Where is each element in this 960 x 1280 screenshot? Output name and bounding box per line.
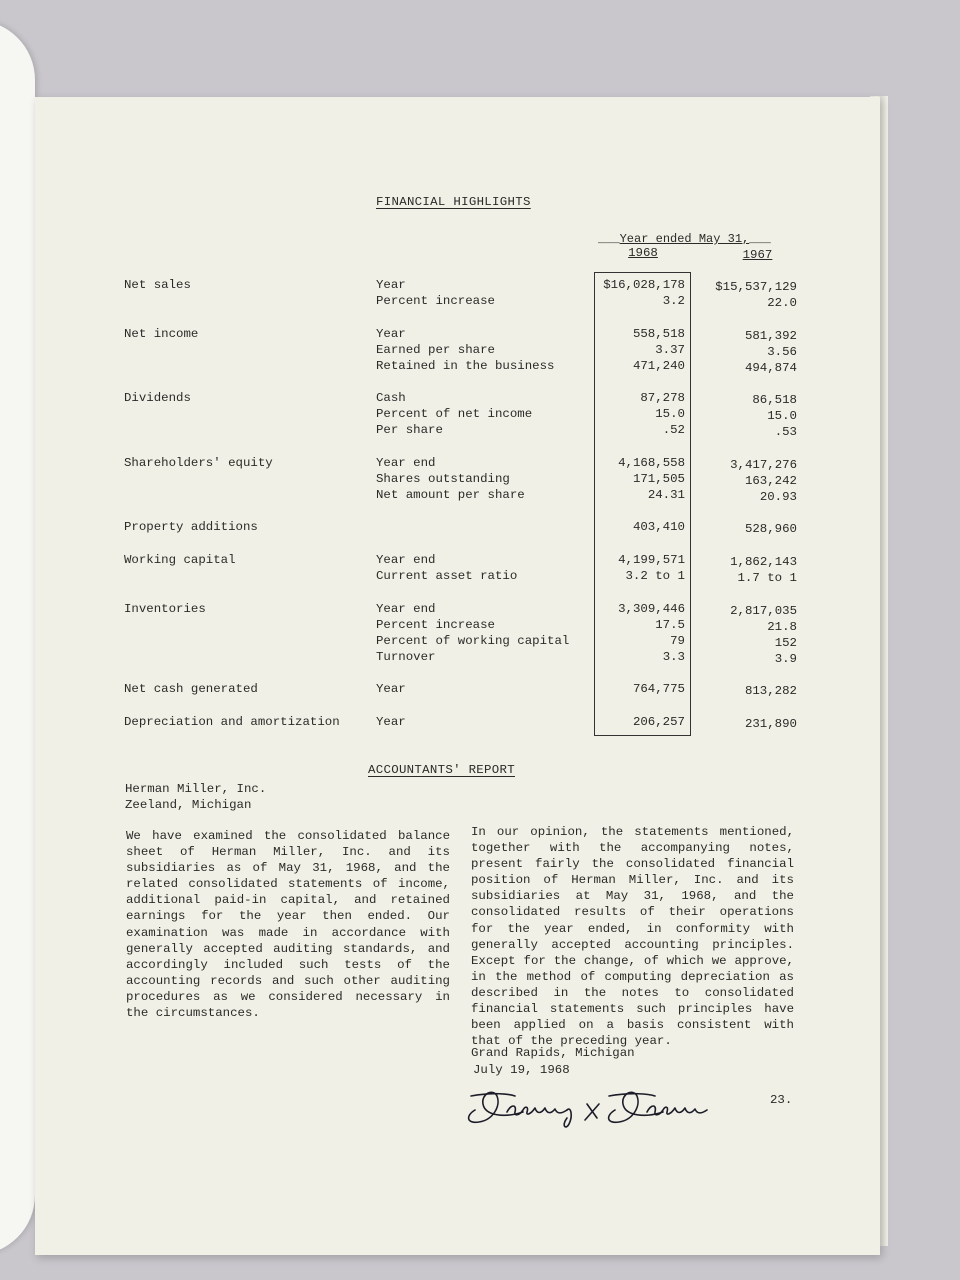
row-label: Year end: [376, 455, 436, 470]
financial-highlights-title: FINANCIAL HIGHLIGHTS: [376, 195, 531, 209]
value-1967: 163,242: [744, 473, 797, 488]
value-1967: 22.0: [767, 296, 797, 310]
value-1968: $16,028,178: [603, 278, 685, 292]
row-label: Cash: [376, 391, 406, 406]
value-1967: $15,537,129: [715, 280, 797, 294]
value-1968: 4,168,558: [618, 455, 685, 470]
value-1968: 764,775: [632, 682, 685, 697]
addressee-location: Zeeland, Michigan: [125, 798, 252, 812]
group-label: Dividends: [124, 391, 191, 406]
accountants-report-title: ACCOUNTANTS' REPORT: [368, 763, 515, 777]
group-label: Net sales: [124, 278, 191, 292]
value-1967: 528,960: [744, 522, 797, 537]
value-1968: 87,278: [640, 391, 685, 406]
row-label: Year: [376, 278, 406, 292]
row-label: Current asset ratio: [376, 569, 518, 583]
annual-report-page: [35, 97, 880, 1255]
value-1967: 2,817,035: [730, 603, 797, 618]
report-paragraph-left: We have examined the consolidated balance sheet of Herman Miller, Inc. and its subsidiaries as of May 31, 1968, and the related consolidated statements of income, additional paid-in capital, and retained earnings for the year then ended. Our examination was made in accordance with generally accepted auditing standards, and accordingly included such tests of the accounting records and such other auditing procedures as we considered necessary in the circumstances.: [126, 829, 450, 1021]
report-paragraph-right: In our opinion, the statements mentioned, together with the accompanying notes, present fairly the consolidated financial position of Herman Miller, Inc. and its subsidiaries at May 31, 1968, and the consolidated results of their operations for the year ended, in conformity with generally accepted accounting principles. Except for the change, of which we approve, in the method of computing depreciation as described in the notes to consolidated financial statements such principles have been applied on a basis consistent with that of the preceding year.: [471, 825, 794, 1049]
row-label: Percent of net income: [376, 407, 533, 422]
group-label: Net cash generated: [124, 682, 258, 697]
value-1967: 231,890: [744, 716, 797, 731]
row-label: Year: [376, 682, 406, 697]
value-1967: 86,518: [752, 393, 797, 408]
row-label: Year end: [376, 601, 436, 616]
value-1967: 3.56: [767, 344, 797, 359]
group-label: Inventories: [124, 601, 206, 616]
row-label: Net amount per share: [376, 487, 525, 502]
accountant-signature: [463, 1082, 723, 1132]
period-header: ___Year ended May 31,___: [598, 232, 771, 246]
value-1968: 4,199,571: [618, 553, 685, 567]
row-label: Year: [376, 326, 406, 341]
row-label: Shares outstanding: [376, 471, 510, 486]
page-number: 23.: [770, 1093, 793, 1107]
row-label: Per share: [376, 423, 443, 438]
value-1968: 3.2 to 1: [625, 569, 685, 583]
value-1967: .53: [774, 425, 797, 440]
value-1968: 15.0: [655, 407, 685, 422]
value-1967: 20.93: [759, 489, 797, 504]
value-1967: 1.7 to 1: [737, 571, 797, 585]
value-1968: 17.5: [655, 617, 685, 632]
value-1967: 581,392: [744, 328, 797, 343]
row-label: Earned per share: [376, 342, 495, 357]
value-1968: 471,240: [632, 358, 685, 373]
previous-page-edge: [0, 20, 35, 1255]
value-1968: 3.3: [662, 649, 685, 664]
value-1968: 206,257: [632, 714, 685, 729]
period-header-text: Year ended May 31,: [619, 232, 750, 246]
row-label: Year: [376, 714, 406, 729]
row-label: Year end: [376, 553, 436, 567]
value-1968: 171,505: [632, 471, 685, 486]
report-place: Grand Rapids, Michigan: [471, 1046, 635, 1060]
group-label: Net income: [124, 326, 199, 341]
value-1967: 3,417,276: [730, 457, 797, 472]
value-1967: 3.9: [774, 651, 797, 666]
value-1968: 403,410: [632, 520, 685, 535]
group-label: Property additions: [124, 520, 258, 535]
value-1968: 3.2: [662, 294, 685, 308]
row-label: Percent increase: [376, 294, 495, 308]
value-1967: 152: [774, 635, 797, 650]
row-label: Turnover: [376, 649, 436, 664]
value-1968: 24.31: [647, 487, 685, 502]
group-label: Depreciation and amortization: [124, 714, 340, 729]
row-label: Percent increase: [376, 617, 495, 632]
value-1968: 558,518: [632, 326, 685, 341]
group-label: Shareholders' equity: [124, 455, 273, 470]
row-label: Retained in the business: [376, 358, 555, 373]
report-date: July 19, 1968: [473, 1063, 570, 1077]
addressee-name: Herman Miller, Inc.: [125, 782, 267, 796]
column-header-1968: 1968: [628, 246, 658, 260]
value-1968: .52: [662, 423, 685, 438]
value-1968: 3,309,446: [618, 601, 685, 616]
value-1967: 21.8: [767, 619, 797, 634]
value-1967: 15.0: [767, 409, 797, 424]
value-1967: 813,282: [744, 684, 797, 699]
group-label: Working capital: [124, 553, 236, 567]
value-1967: 1,862,143: [730, 555, 797, 569]
value-1967: 494,874: [744, 360, 797, 375]
value-1968: 79: [670, 633, 685, 648]
row-label: Percent of working capital: [376, 633, 570, 648]
column-header-1967: 1967: [742, 248, 773, 262]
value-1968: 3.37: [655, 342, 685, 357]
